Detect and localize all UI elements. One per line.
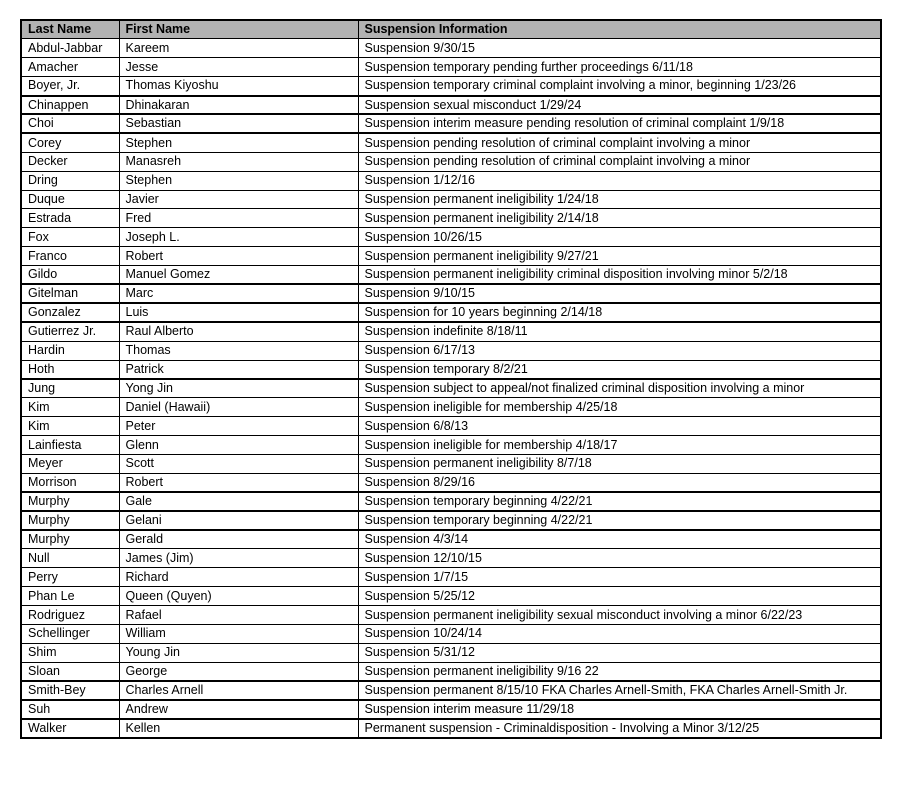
first-name-cell: Fred [119, 209, 358, 228]
suspension-info-cell: Suspension interim measure 11/29/18 [358, 700, 881, 719]
first-name-cell: Javier [119, 190, 358, 209]
first-name-cell: William [119, 625, 358, 644]
table-row [21, 379, 881, 398]
suspension-table [20, 19, 882, 739]
first-name-cell: Raul Alberto [119, 322, 358, 341]
first-name-cell: Luis [119, 303, 358, 322]
suspension-info-cell: Suspension for 10 years beginning 2/14/18 [358, 303, 881, 322]
last-name-cell: Dring [21, 171, 119, 190]
first-name-cell: Thomas Kiyoshu [119, 77, 358, 96]
suspension-info-cell: Suspension permanent 8/15/10 FKA Charles Arnell-Smith, FKA Charles Arnell-Smith Jr. [358, 681, 881, 700]
table-row [21, 662, 881, 681]
first-name-cell: Gale [119, 492, 358, 511]
table-body [21, 39, 881, 738]
suspension-info-cell: Suspension 9/10/15 [358, 284, 881, 303]
table-row [21, 473, 881, 492]
suspension-info-cell: Suspension sexual misconduct 1/29/24 [358, 96, 881, 115]
table-row [21, 587, 881, 606]
suspension-info-cell: Suspension temporary criminal complaint involving a minor, beginning 1/23/26 [358, 77, 881, 96]
table-row [21, 568, 881, 587]
suspension-info-cell: Suspension pending resolution of criminal complaint involving a minor [358, 152, 881, 171]
last-name-cell: Jung [21, 379, 119, 398]
suspension-info-cell: Suspension permanent ineligibility sexual misconduct involving a minor 6/22/23 [358, 606, 881, 625]
suspension-info-cell: Suspension 12/10/15 [358, 549, 881, 568]
first-name-cell: Gerald [119, 530, 358, 549]
table-row [21, 114, 881, 133]
table-row [21, 171, 881, 190]
suspension-info-cell: Suspension permanent ineligibility 2/14/18 [358, 209, 881, 228]
suspension-info-cell: Suspension 10/26/15 [358, 228, 881, 247]
last-name-cell: Chinappen [21, 96, 119, 115]
first-name-cell: Robert [119, 473, 358, 492]
table-row [21, 436, 881, 455]
table-row [21, 133, 881, 152]
last-name-cell: Corey [21, 133, 119, 152]
first-name-cell: Manuel Gomez [119, 266, 358, 285]
suspension-info-cell: Suspension subject to appeal/not finalized criminal disposition involving a minor [358, 379, 881, 398]
table-row [21, 322, 881, 341]
first-name-cell: Robert [119, 247, 358, 266]
last-name-cell: Rodriguez [21, 606, 119, 625]
suspension-info-cell: Suspension 5/25/12 [358, 587, 881, 606]
last-name-cell: Duque [21, 190, 119, 209]
first-name-cell: Manasreh [119, 152, 358, 171]
first-name-cell: Kellen [119, 719, 358, 738]
table-row [21, 247, 881, 266]
table-row [21, 643, 881, 662]
last-name-cell: Gonzalez [21, 303, 119, 322]
first-name-cell: Daniel (Hawaii) [119, 398, 358, 417]
table-row [21, 284, 881, 303]
last-name-cell: Estrada [21, 209, 119, 228]
suspension-info-cell: Suspension 5/31/12 [358, 643, 881, 662]
table-row [21, 341, 881, 360]
first-name-cell: Kareem [119, 39, 358, 58]
table-row [21, 398, 881, 417]
suspension-info-cell: Suspension 1/7/15 [358, 568, 881, 587]
table-row [21, 39, 881, 58]
first-name-cell: Sebastian [119, 114, 358, 133]
suspension-info-cell: Suspension 8/29/16 [358, 473, 881, 492]
last-name-cell: Gitelman [21, 284, 119, 303]
first-name-cell: Glenn [119, 436, 358, 455]
first-name-cell: Peter [119, 417, 358, 436]
first-name-cell: Stephen [119, 133, 358, 152]
first-name-cell: Queen (Quyen) [119, 587, 358, 606]
last-name-cell: Walker [21, 719, 119, 738]
suspension-info-cell: Suspension pending resolution of criminal complaint involving a minor [358, 133, 881, 152]
table-row [21, 266, 881, 285]
first-name-cell: Richard [119, 568, 358, 587]
suspension-info-cell: Suspension permanent ineligibility 1/24/18 [358, 190, 881, 209]
last-name-cell: Murphy [21, 492, 119, 511]
last-name-cell: Franco [21, 247, 119, 266]
first-name-cell: Thomas [119, 341, 358, 360]
suspension-info-cell: Suspension ineligible for membership 4/25/18 [358, 398, 881, 417]
suspension-info-cell: Suspension temporary pending further proceedings 6/11/18 [358, 58, 881, 77]
table-row [21, 152, 881, 171]
last-name-cell: Kim [21, 398, 119, 417]
table-row [21, 681, 881, 700]
last-name-cell: Suh [21, 700, 119, 719]
last-name-cell: Smith-Bey [21, 681, 119, 700]
suspension-info-cell: Suspension permanent ineligibility criminal disposition involving minor 5/2/18 [358, 266, 881, 285]
table-row [21, 303, 881, 322]
suspension-info-cell: Suspension 9/30/15 [358, 39, 881, 58]
first-name-cell: Jesse [119, 58, 358, 77]
first-name-cell: Andrew [119, 700, 358, 719]
suspension-info-cell: Suspension 1/12/16 [358, 171, 881, 190]
first-name-cell: James (Jim) [119, 549, 358, 568]
table-row [21, 360, 881, 379]
last-name-cell: Morrison [21, 473, 119, 492]
last-name-cell: Murphy [21, 530, 119, 549]
first-name-cell: Marc [119, 284, 358, 303]
last-name-cell: Fox [21, 228, 119, 247]
suspension-info-cell: Suspension 10/24/14 [358, 625, 881, 644]
table-row [21, 96, 881, 115]
first-name-cell: Yong Jin [119, 379, 358, 398]
table-row [21, 549, 881, 568]
last-name-cell: Sloan [21, 662, 119, 681]
suspension-info-cell: Permanent suspension - Criminaldisposition - Involving a Minor 3/12/25 [358, 719, 881, 738]
suspension-info-cell: Suspension 4/3/14 [358, 530, 881, 549]
last-name-cell: Kim [21, 417, 119, 436]
table-row [21, 511, 881, 530]
table-row [21, 58, 881, 77]
last-name-cell: Decker [21, 152, 119, 171]
table-row [21, 77, 881, 96]
table-row [21, 606, 881, 625]
last-name-cell: Hardin [21, 341, 119, 360]
first-name-cell: Young Jin [119, 643, 358, 662]
first-name-cell: Joseph L. [119, 228, 358, 247]
suspension-info-cell: Suspension 6/17/13 [358, 341, 881, 360]
suspension-info-cell: Suspension temporary beginning 4/22/21 [358, 492, 881, 511]
header-last-name: Last Name [21, 20, 119, 39]
table-row [21, 492, 881, 511]
suspension-info-cell: Suspension permanent ineligibility 9/27/21 [358, 247, 881, 266]
last-name-cell: Lainfiesta [21, 436, 119, 455]
table-row [21, 719, 881, 738]
last-name-cell: Null [21, 549, 119, 568]
table-row [21, 190, 881, 209]
table-row [21, 209, 881, 228]
suspension-info-cell: Suspension indefinite 8/18/11 [358, 322, 881, 341]
table-row [21, 454, 881, 473]
header-suspension-information: Suspension Information [358, 20, 881, 39]
last-name-cell: Boyer, Jr. [21, 77, 119, 96]
last-name-cell: Murphy [21, 511, 119, 530]
suspension-info-cell: Suspension permanent ineligibility 8/7/18 [358, 454, 881, 473]
last-name-cell: Meyer [21, 454, 119, 473]
first-name-cell: George [119, 662, 358, 681]
table-row [21, 530, 881, 549]
header-first-name: First Name [119, 20, 358, 39]
suspension-info-cell: Suspension 6/8/13 [358, 417, 881, 436]
suspension-info-cell: Suspension permanent ineligibility 9/16 22 [358, 662, 881, 681]
suspension-info-cell: Suspension temporary beginning 4/22/21 [358, 511, 881, 530]
first-name-cell: Scott [119, 454, 358, 473]
last-name-cell: Gildo [21, 266, 119, 285]
first-name-cell: Gelani [119, 511, 358, 530]
last-name-cell: Phan Le [21, 587, 119, 606]
table-row [21, 228, 881, 247]
header-row [21, 20, 881, 39]
table-header [21, 20, 881, 39]
first-name-cell: Rafael [119, 606, 358, 625]
table-row [21, 417, 881, 436]
first-name-cell: Stephen [119, 171, 358, 190]
last-name-cell: Hoth [21, 360, 119, 379]
first-name-cell: Charles Arnell [119, 681, 358, 700]
last-name-cell: Gutierrez Jr. [21, 322, 119, 341]
first-name-cell: Dhinakaran [119, 96, 358, 115]
last-name-cell: Schellinger [21, 625, 119, 644]
suspension-info-cell: Suspension interim measure pending resolution of criminal complaint 1/9/18 [358, 114, 881, 133]
last-name-cell: Amacher [21, 58, 119, 77]
last-name-cell: Perry [21, 568, 119, 587]
last-name-cell: Shim [21, 643, 119, 662]
table-row [21, 625, 881, 644]
last-name-cell: Choi [21, 114, 119, 133]
table-row [21, 700, 881, 719]
suspension-info-cell: Suspension ineligible for membership 4/18/17 [358, 436, 881, 455]
suspension-info-cell: Suspension temporary 8/2/21 [358, 360, 881, 379]
last-name-cell: Abdul-Jabbar [21, 39, 119, 58]
first-name-cell: Patrick [119, 360, 358, 379]
